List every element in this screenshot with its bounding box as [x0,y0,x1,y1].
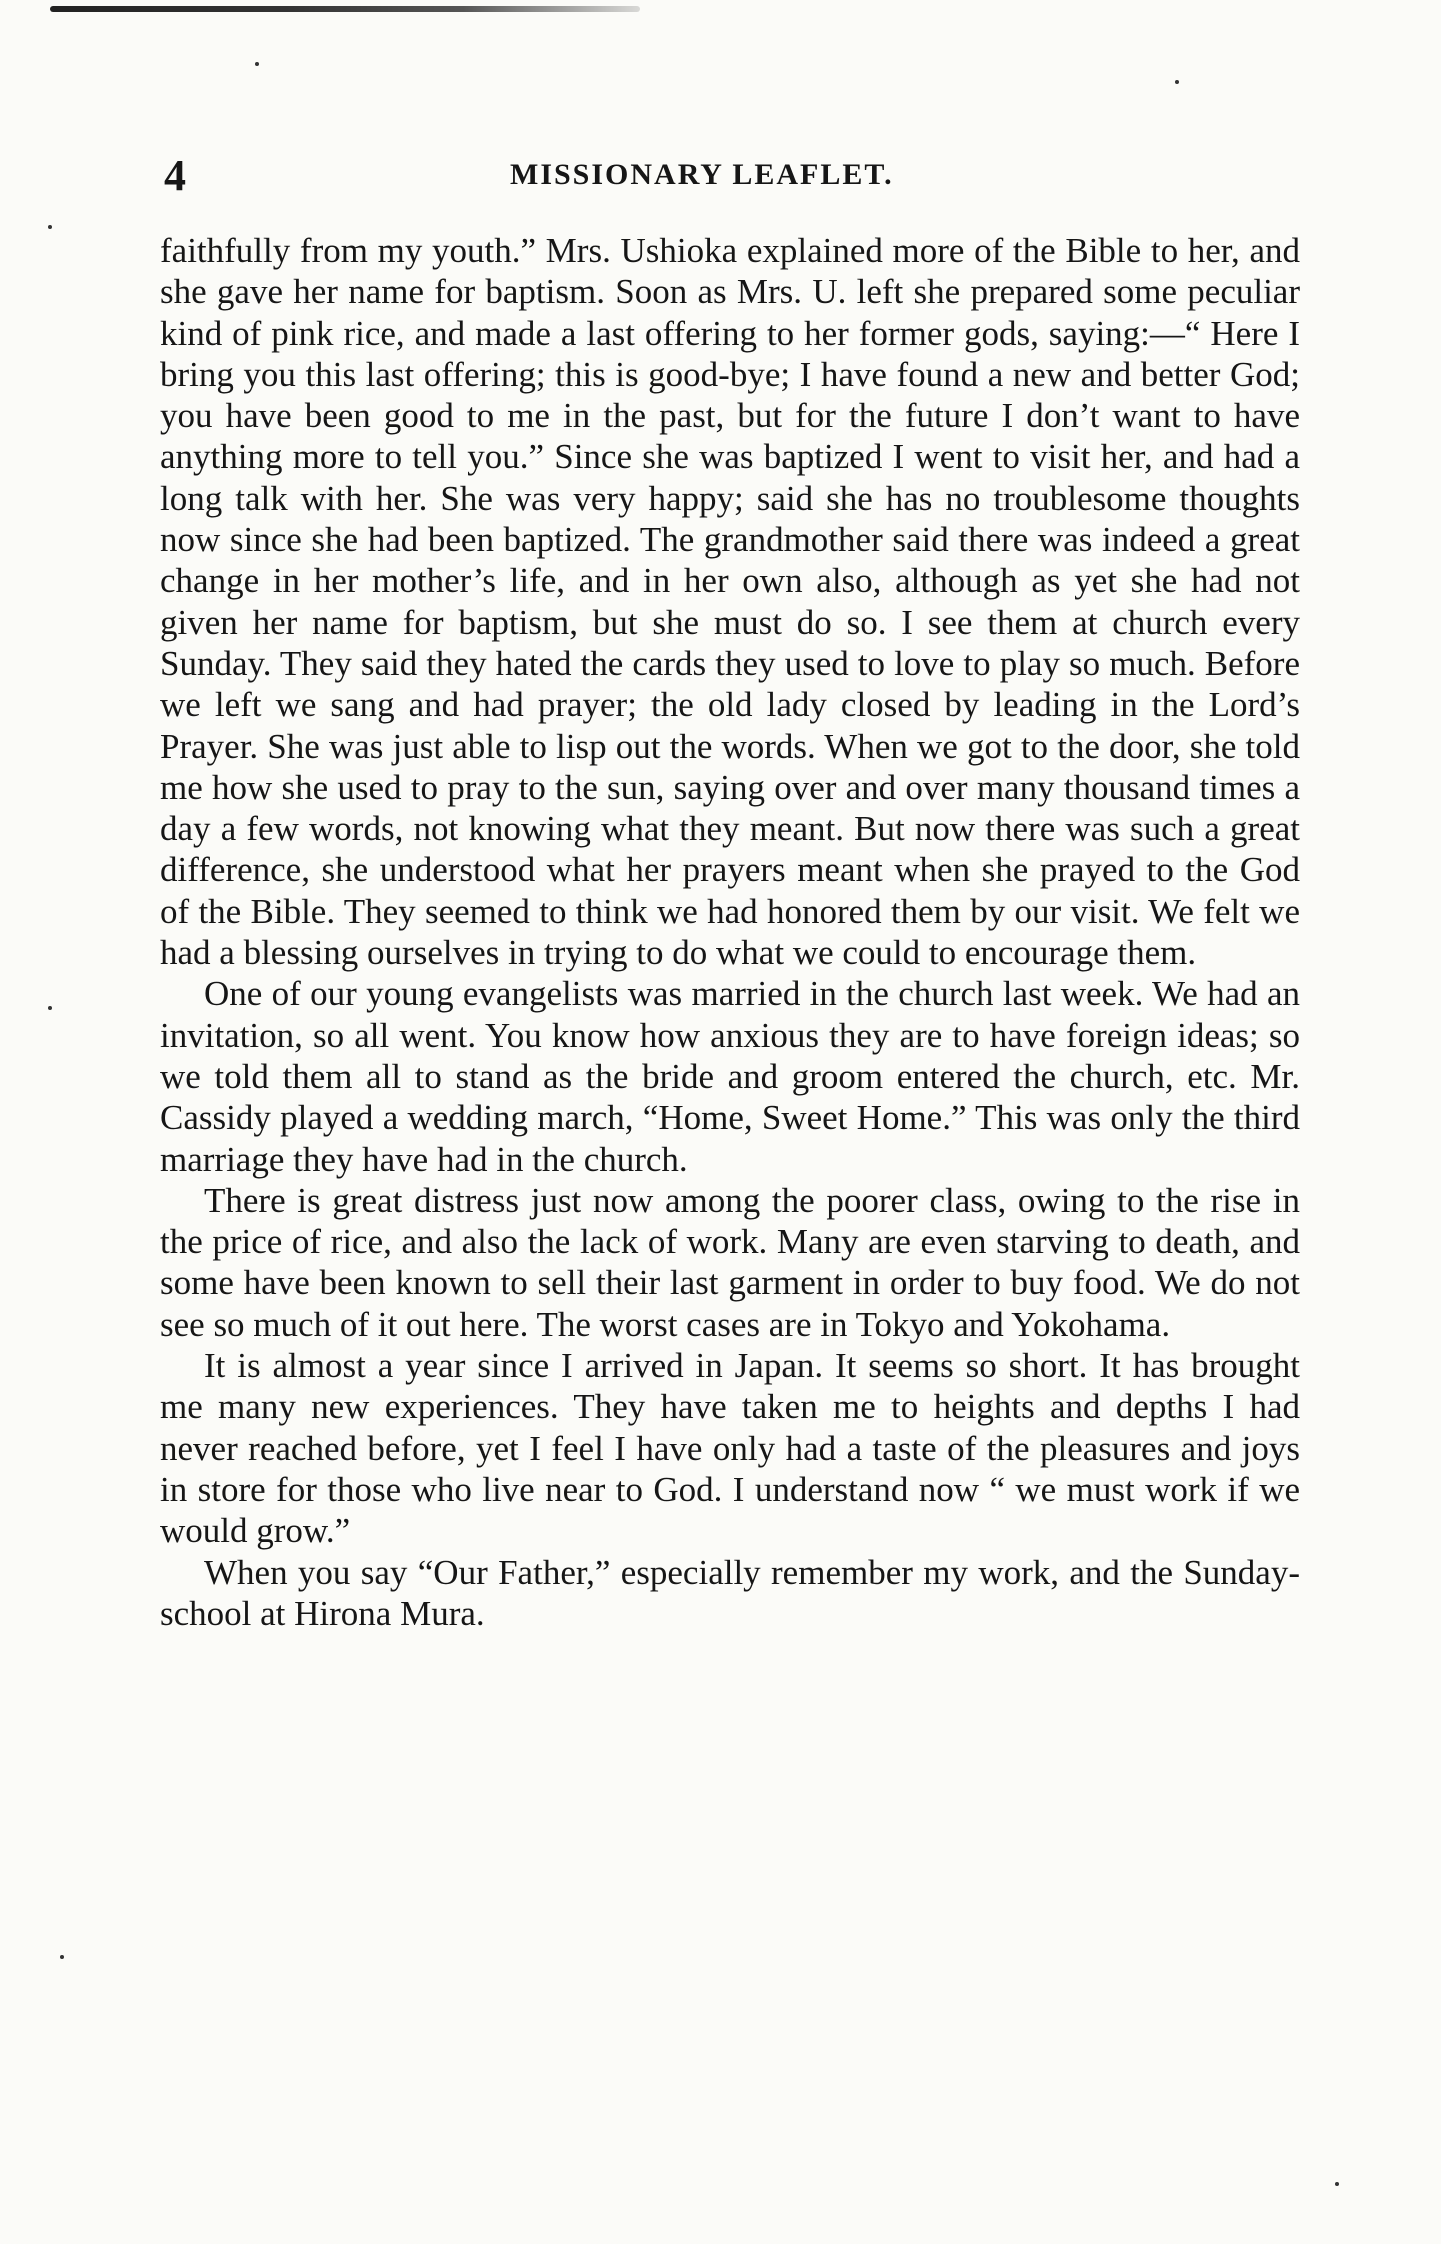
paragraph: There is great distress just now among the poorer class, owing to the rise in the price of rice, and also the lack of work. Many are even starving to death, and some have been known to sell their last garment in order to buy food. We do not see so much of it out here. The worst cases are in Tokyo and Yokohama. [160,1180,1300,1344]
paragraph: One of our young evangelists was married in the church last week. We had an invitation, so all went. You know how anxious they are to have foreign ideas; so we told them all to stand as the bride and groom entered the church, etc. Mr. Cassidy played a wedding march, “Home, Sweet Home.” This was only the third marriage they have had in the church. [160,974,1300,1179]
scan-speck [1335,2182,1339,2186]
body-text [160,230,1300,1634]
scan-speck [1175,80,1179,84]
paragraph: When you say “Our Father,” especially remember my work, and the Sunday-school at Hirona Mura. [160,1552,1300,1633]
page-number: 4 [164,151,186,200]
running-title: MISSIONARY LEAFLET. [510,158,894,191]
scan-edge-rule [50,6,640,12]
scan-speck [48,1006,52,1010]
scan-speck [255,62,259,66]
scan-speck [48,225,52,229]
scan-speck [60,1955,64,1959]
paragraph: It is almost a year since I arrived in Japan. It seems so short. It has brought me many new experiences. They have taken me to heights and depths I had never reached before, yet I feel I have only had a taste of the pleasures and joys in store for those who live near to God. I understand now “ we must work if we would grow.” [160,1346,1300,1551]
paragraph: faithfully from my youth.” Mrs. Ushioka explained more of the Bible to her, and she gave her name for baptism. Soon as Mrs. U. left she prepared some peculiar kind of pink rice, and made a last offering to her former gods, saying:—“ Here I bring you this last offering; this is good-bye; I have found a new and better God; you have been good to me in the past, but for the future I don’t want to have anything more to tell you.” Since she was baptized I went to visit her, and had a long talk with her. She was very happy; said she has no troublesome thoughts now since she had been baptized. The grandmother said there was indeed a great change in her mother’s life, and in her own also, although as yet she had not given her name for baptism, but she must do so. I see them at church every Sunday. They said they hated the cards they used to love to play so much. Before we left we sang and had prayer; the old lady closed by leading in the Lord’s Prayer. She was just able to lisp out the words. When we got to the door, she told me how she used to pray to the sun, saying over and over many thousand times a day a few words, not knowing what they meant. But now there was such a great difference, she understood what her prayers meant when she prayed to the God of the Bible. They seemed to think we had honored them by our visit. We felt we had a blessing ourselves in trying to do what we could to encourage them. [160,231,1300,973]
page-header [160,150,1310,200]
